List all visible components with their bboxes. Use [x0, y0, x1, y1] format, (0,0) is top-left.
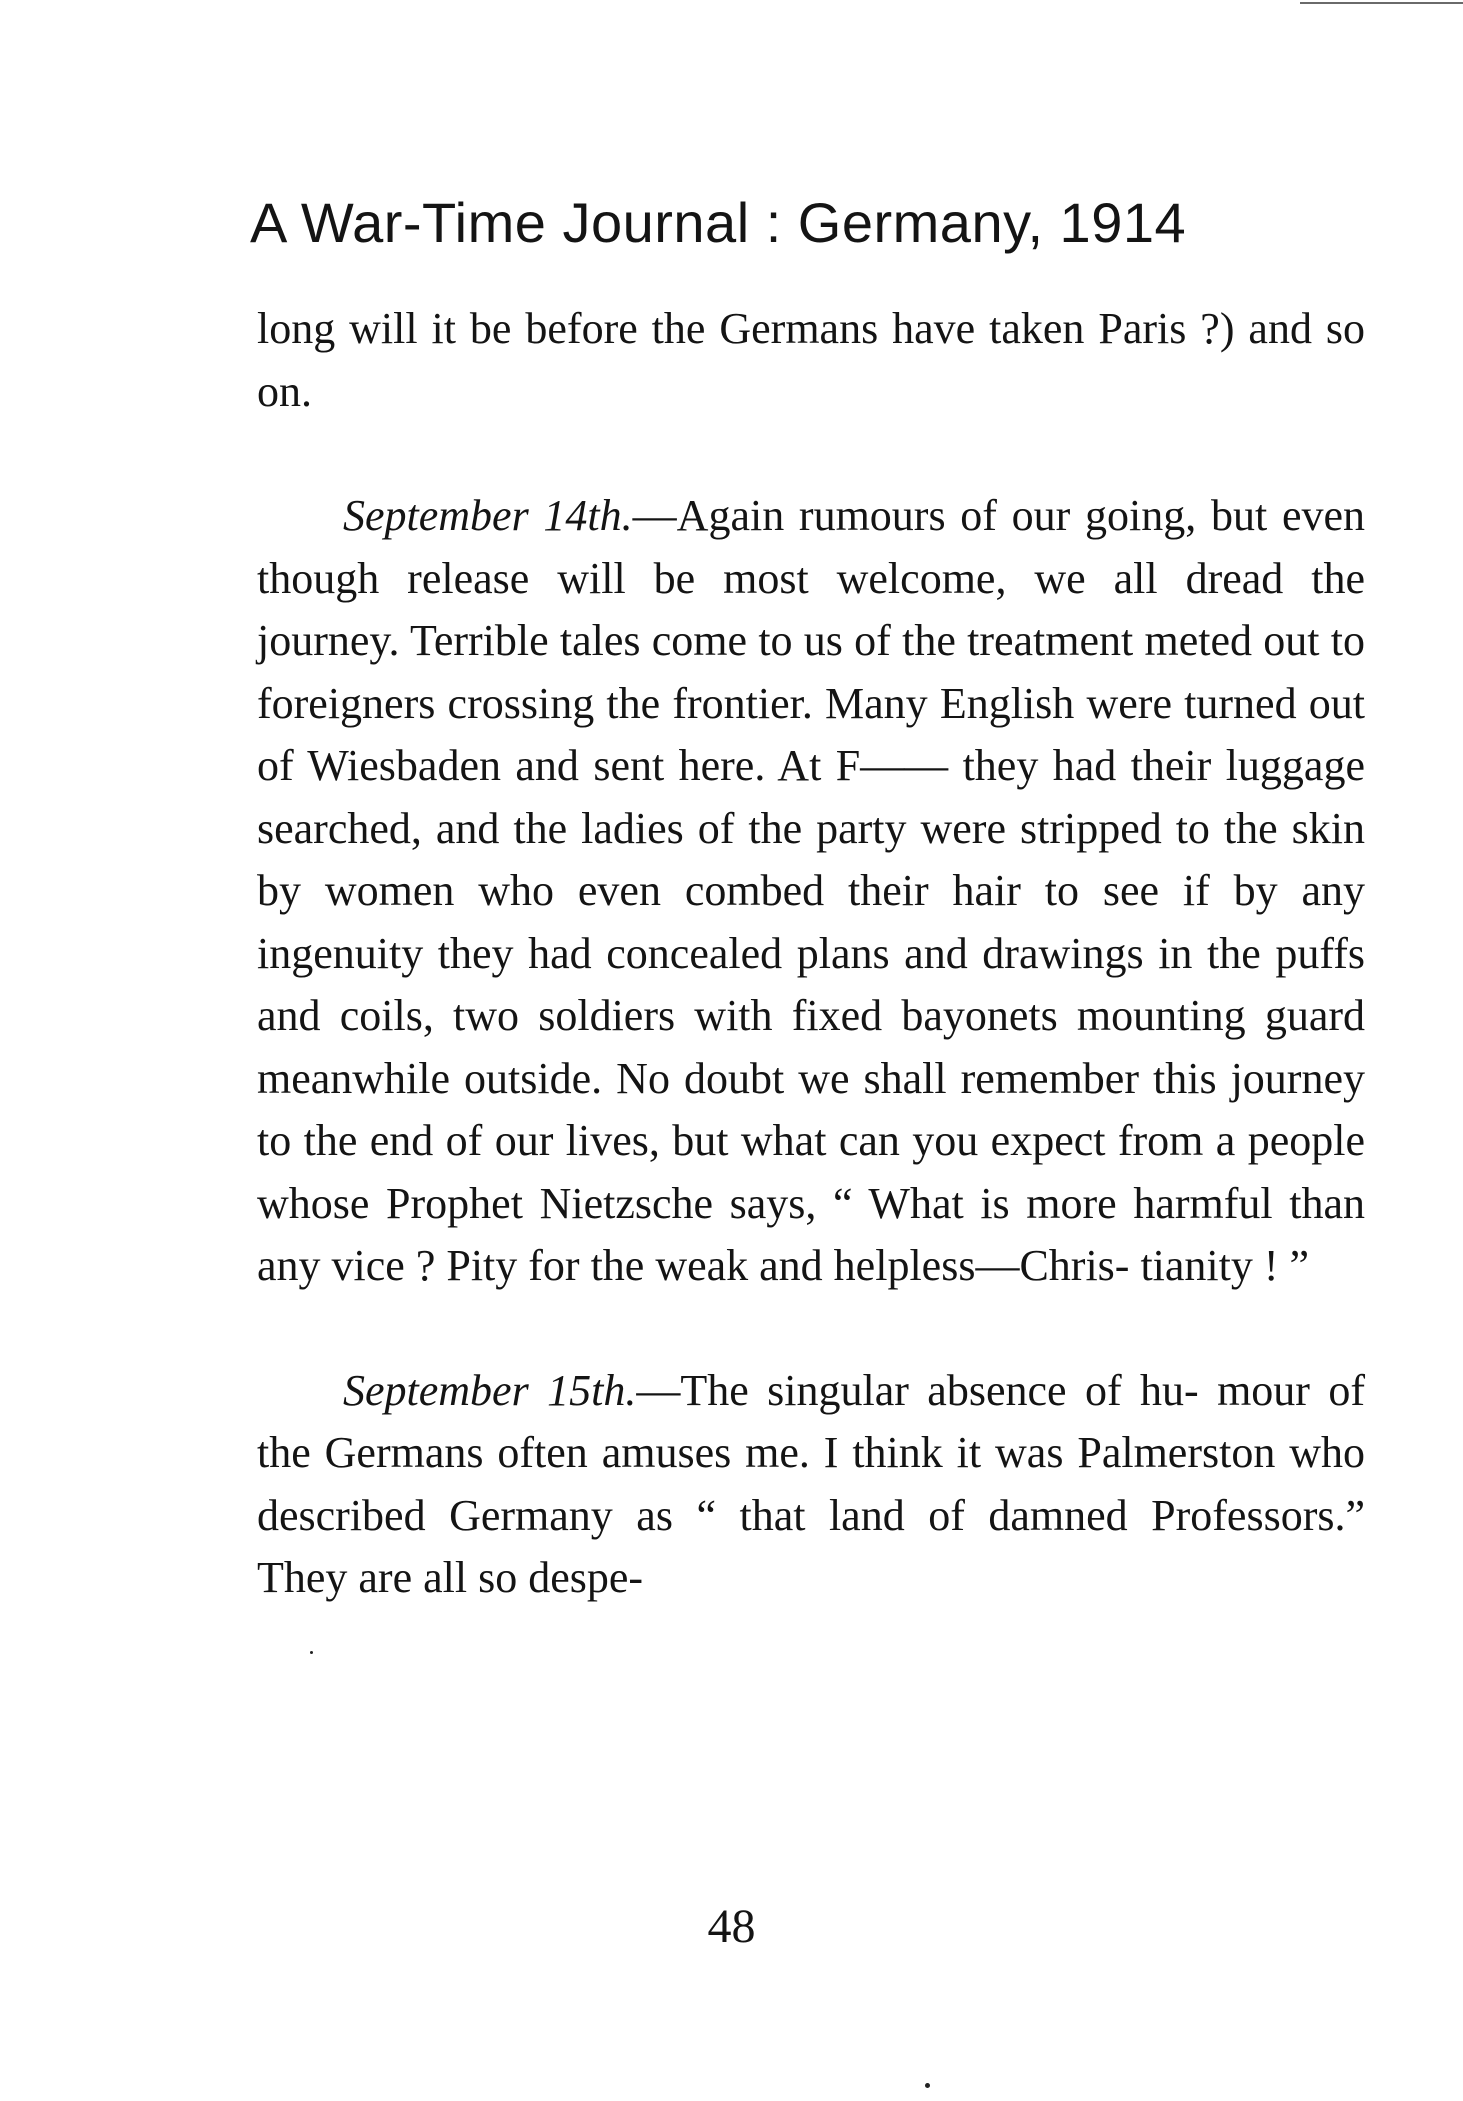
- text-line: guard meanwhile outside. No doubt we shall: [257, 991, 1365, 1103]
- continued-paragraph: [257, 298, 1365, 423]
- text-line: —The singular absence of hu-: [636, 1365, 1199, 1415]
- text-line: the treatment meted out to foreigners crossing the: [257, 616, 1365, 728]
- text-line: their luggage searched, and the ladies of the party: [257, 741, 1365, 853]
- journal-entry-sept-15: [257, 1360, 1365, 1610]
- text-line: long will it be before the Germans have taken: [257, 304, 1085, 353]
- text-line: remember this journey to the end of our lives, but: [257, 1053, 1365, 1165]
- entry-date: September 15th.: [343, 1365, 637, 1415]
- text-line: Nietzsche says, “ What is more harmful than any: [257, 1178, 1365, 1290]
- text-line: combed their hair to see if by any ingenuity they: [257, 866, 1365, 978]
- text-line: Wiesbaden and sent here. At F—— they had: [307, 741, 1117, 790]
- text-line: vice ? Pity for the weak and helpless—Chris-: [331, 1241, 1130, 1290]
- text-line: coils, two soldiers with fixed bayonets mounting: [339, 991, 1246, 1040]
- scan-edge-rule: [1300, 2, 1463, 4]
- text-line: mour of the Germans often amuses me. I think it: [257, 1365, 1365, 1477]
- text-line: all dread the journey. Terrible tales come to us of: [257, 553, 1365, 665]
- text-line: were stripped to the skin by women who even: [257, 803, 1365, 915]
- body-text: [257, 298, 1365, 1672]
- text-line: had concealed plans and drawings in the puffs and: [257, 928, 1365, 1040]
- text-line: what can you expect from a people whose Prophet: [257, 1116, 1366, 1228]
- text-line: Paris ?) and so on.: [257, 304, 1365, 416]
- text-line: tianity ! ”: [1140, 1241, 1310, 1290]
- page-number: 48: [707, 1900, 756, 1953]
- print-speck: [925, 2083, 930, 2088]
- entry-date: September 14th.: [343, 491, 633, 540]
- running-head: A War-Time Journal : Germany, 1914: [250, 191, 1187, 254]
- journal-entry-sept-14: [257, 485, 1365, 1298]
- text-line: —Again rumours of our going,: [632, 491, 1197, 540]
- text-line: land of damned Professors.” They are all so despe-: [257, 1490, 1365, 1602]
- print-speck: [310, 1651, 313, 1654]
- text-line: but even though release will be most welcome, we: [257, 491, 1366, 603]
- text-line: was Palmerston who described Germany as “ that: [257, 1428, 1366, 1540]
- text-line: frontier. Many English were turned out of: [257, 678, 1365, 790]
